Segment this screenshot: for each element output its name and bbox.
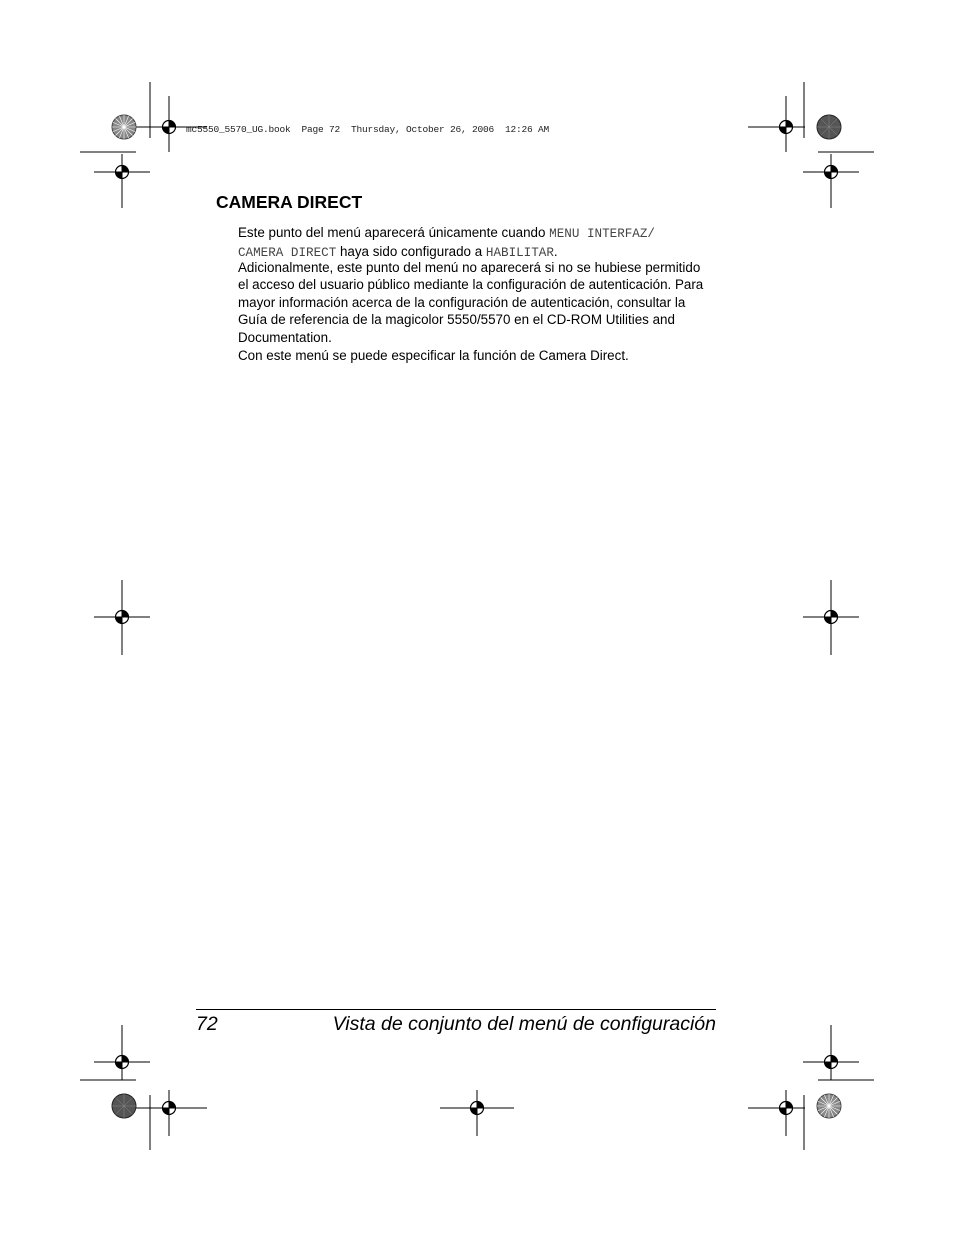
para1-text-end: . [553, 244, 558, 260]
paragraph-1 [238, 224, 718, 263]
chapter-title: Vista de conjunto del menú de configuración [332, 1013, 716, 1035]
menu-path-code-cont: CAMERA DIRECT [238, 246, 337, 261]
para1-text-start: Este punto del menú aparecerá únicamente cuando [238, 225, 550, 240]
print-slug-line: mc5550_5570_UG.book Page 72 Thursday, October 26, 2006 12:26 AM [186, 124, 550, 135]
menu-path-code: MENU INTERFAZ/ [549, 227, 655, 241]
page-number: 72 [196, 1013, 218, 1035]
paragraph-2: Adicionalmente, este punto del menú no aparecerá si no se hubiese permitido el acceso del usuario público mediante la configuración de autenticación. Para mayor información acerca de la configuración de autenticación, consultar la Guía de referencia de la magicolor 5550/5570 en el CD-ROM Utilities and Documentation. [238, 260, 704, 345]
section-heading: CAMERA DIRECT [216, 192, 363, 212]
paragraph-3: Con este menú se puede especificar la función de Camera Direct. [238, 348, 629, 363]
setting-value-code: HABILITAR [485, 246, 554, 261]
footer-rule [196, 1009, 716, 1010]
para1-text-mid: haya sido configurado a [336, 244, 486, 260]
